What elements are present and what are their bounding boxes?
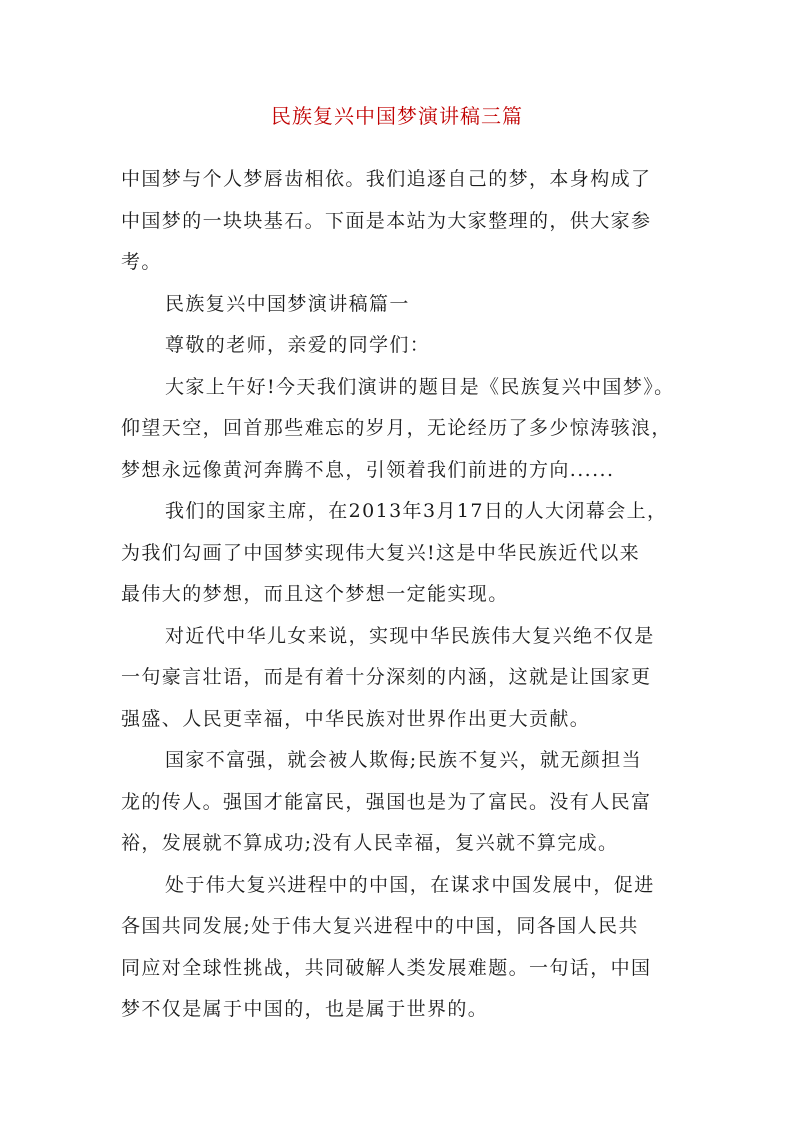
text-line: 龙的传人。强国才能富民，强国也是为了富民。没有人民富 [121, 790, 652, 813]
text-line: 一句豪言壮语，而是有着十分深刻的内涵，这就是让国家更 [121, 666, 652, 688]
text-line: 考。 [121, 251, 162, 273]
text-line: 同应对全球性挑战，共同破解人类发展难题。一句话，中国 [121, 956, 652, 979]
text-line: 各国共同发展;处于伟大复兴进程中的中国，同各国人民共 [121, 915, 639, 937]
text-line: 梦想永远像黄河奔腾不息，引领着我们前进的方向...... [121, 458, 615, 481]
text-line: 裕，发展就不算成功;没有人民幸福，复兴就不算完成。 [121, 832, 619, 854]
text-line: 梦不仅是属于中国的，也是属于世界的。 [121, 998, 489, 1020]
text-line: 我们的国家主席，在2013年3月17日的人大闭幕会上， [165, 500, 668, 522]
text-line: 为我们勾画了中国梦实现伟大复兴!这是中华民族近代以来 [121, 541, 641, 564]
text-line: 中国梦与个人梦唇齿相依。我们追逐自己的梦，本身构成了 [121, 168, 652, 190]
text-line: 中国梦的一块块基石。下面是本站为大家整理的，供大家参 [121, 209, 652, 232]
text-line: 处于伟大复兴进程中的中国，在谋求中国发展中，促进 [165, 873, 655, 896]
section-heading: 民族复兴中国梦演讲稿篇一 [165, 292, 410, 315]
text-line: 对近代中华儿女来说，实现中华民族伟大复兴绝不仅是 [165, 624, 655, 647]
text-line: 国家不富强，就会被人欺侮;民族不复兴，就无颜担当 [165, 749, 643, 771]
document-title: 民族复兴中国梦演讲稿三篇 [271, 104, 523, 128]
text-line: 大家上午好!今天我们演讲的题目是《民族复兴中国梦》。 [165, 375, 675, 398]
document-body [121, 159, 681, 1031]
salutation: 尊敬的老师，亲爱的同学们： [165, 334, 431, 356]
text-line: 强盛、人民更幸福，中华民族对世界作出更大贡献。 [121, 707, 591, 730]
text-line: 最伟大的梦想，而且这个梦想一定能实现。 [121, 583, 509, 605]
text-line: 仰望天空，回首那些难忘的岁月，无论经历了多少惊涛骇浪， [121, 417, 672, 439]
